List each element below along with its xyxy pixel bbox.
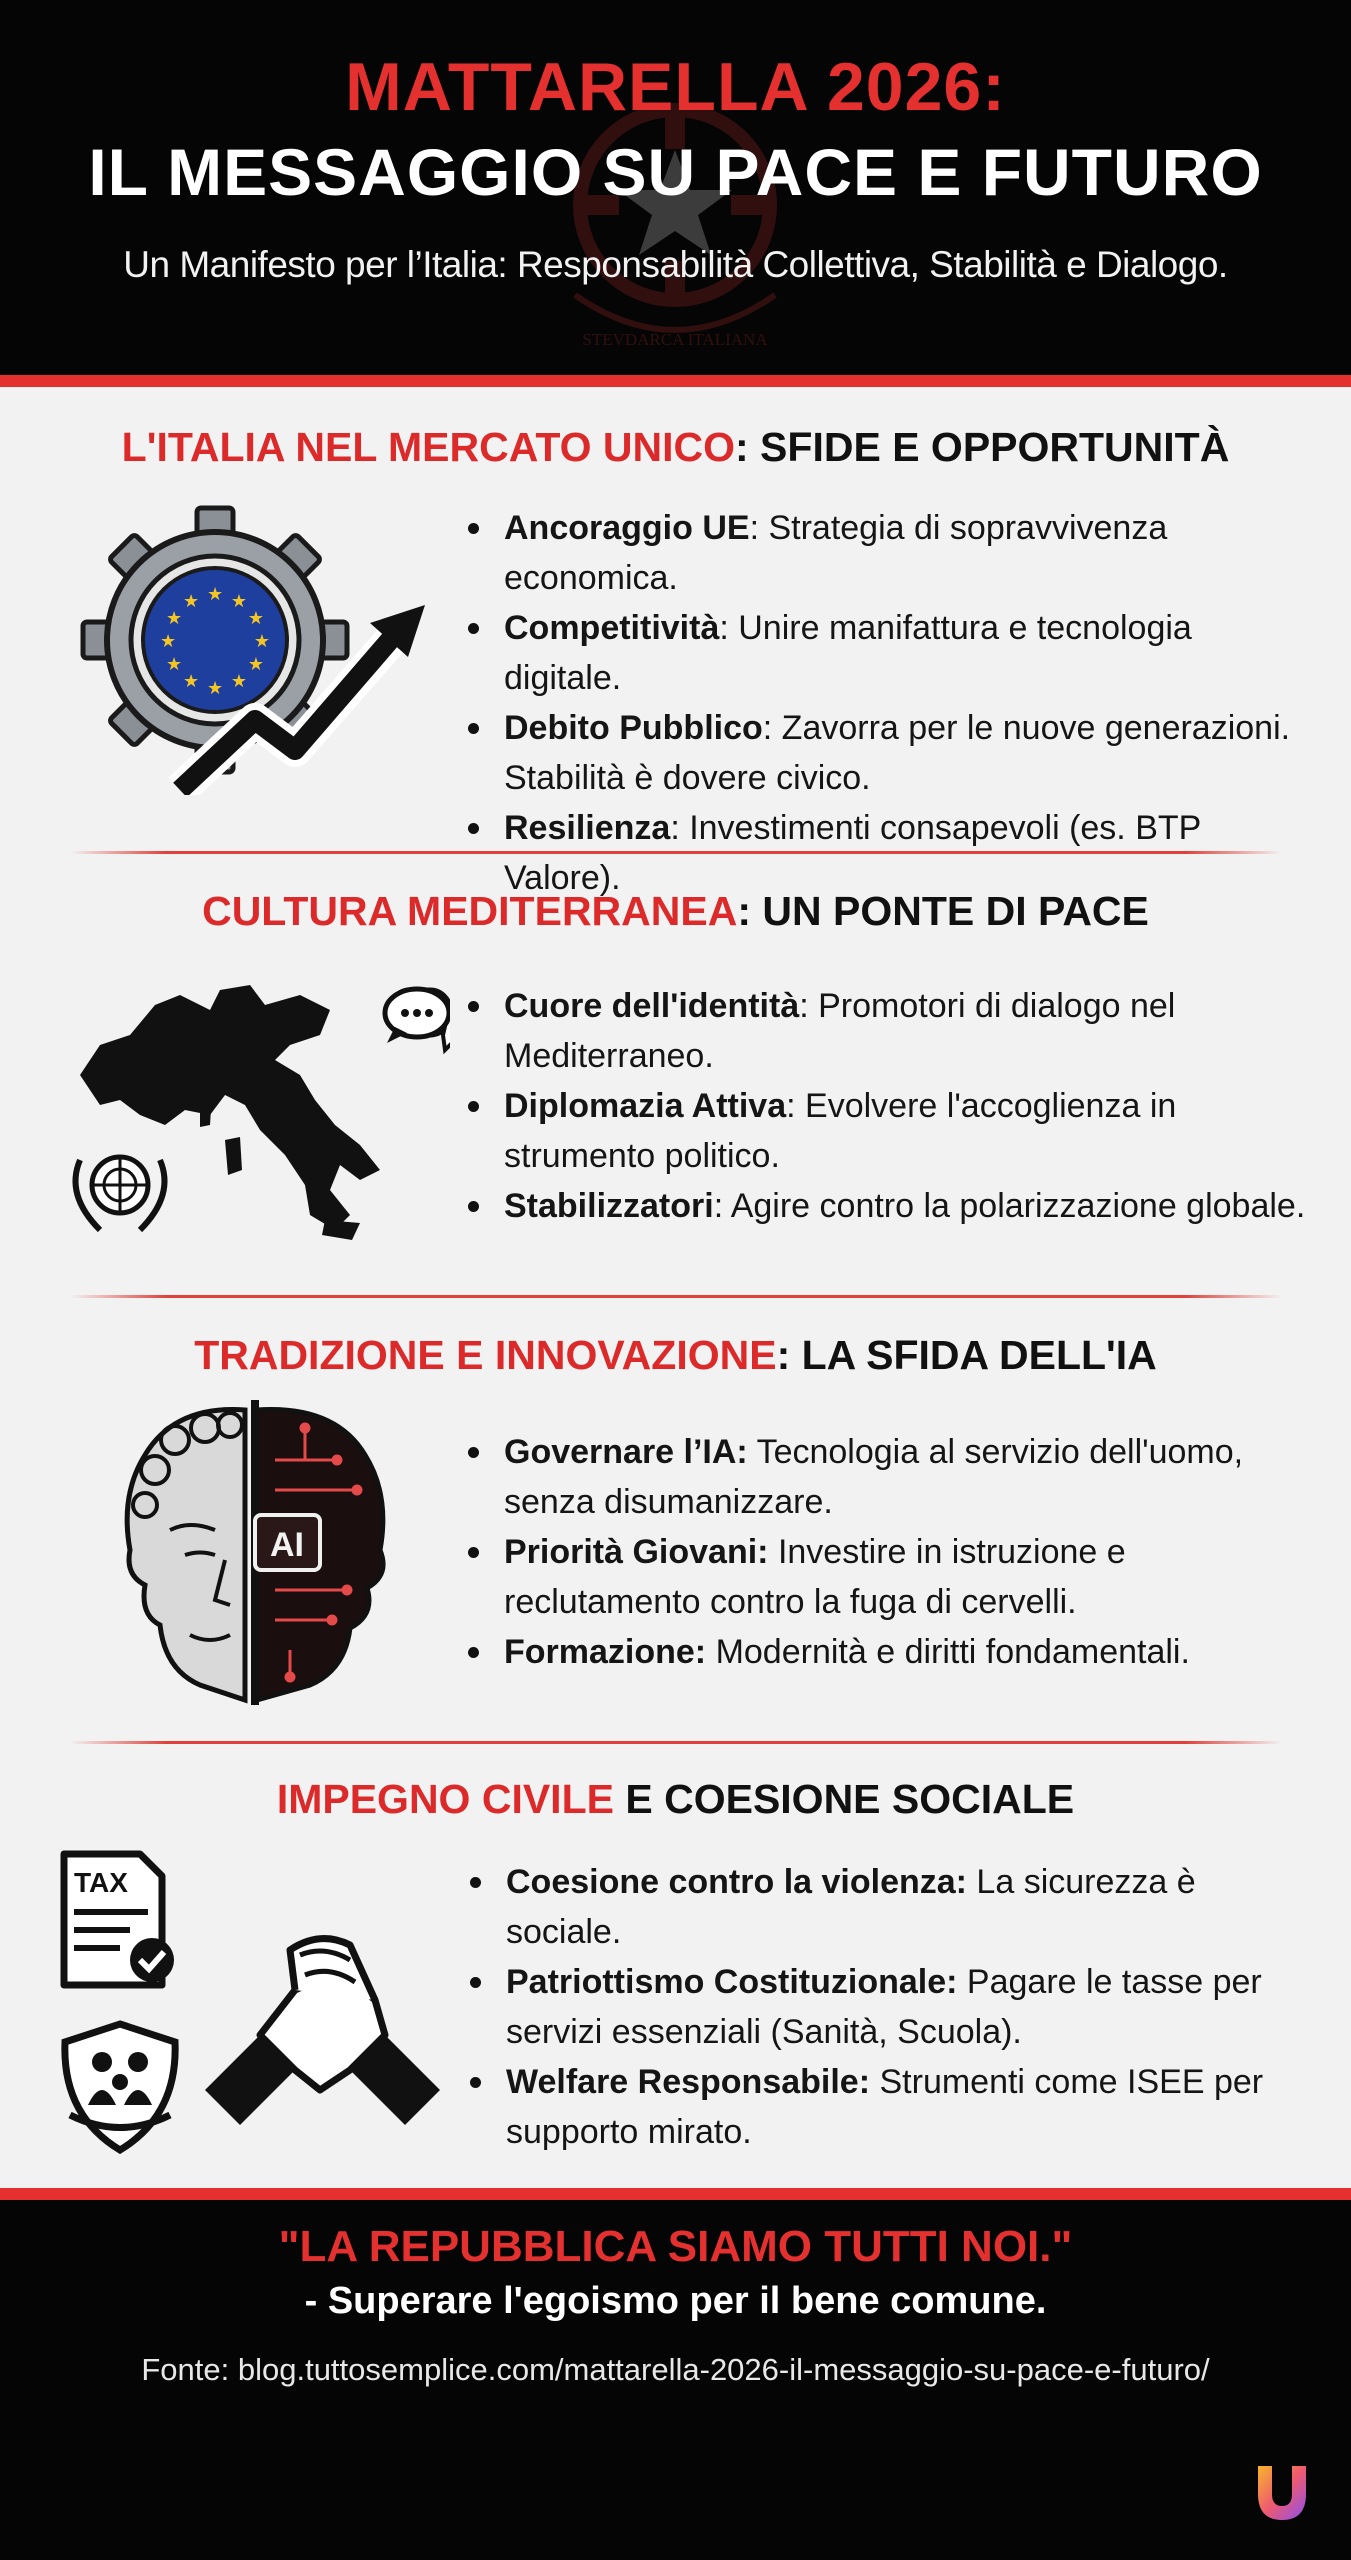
section-divider [70,1295,1282,1298]
subtitle: Un Manifesto per l’Italia: Responsabilità Collettiva, Stabilità e Dialogo. [123,244,1228,285]
list-item: Cuore dell'identità: Promotori di dialogo nel Mediterraneo. [464,981,1314,1081]
tax-handshake-family-icon [60,1850,445,2155]
svg-text:★: ★ [165,654,183,675]
list-item: Stabilizzatori: Agire contro la polarizzazione globale. [464,1181,1314,1231]
list-item: Coesione contro la violenza: La sicurezza è sociale. [466,1857,1316,1957]
family-shield-icon [65,2024,175,2150]
svg-text:★: ★ [253,631,271,652]
svg-text:★: ★ [247,654,265,675]
list-item: Diplomazia Attiva: Evolvere l'accoglienza in strumento politico. [464,1081,1314,1181]
footer-quote-subtitle: - Superare l'egoismo per il bene comune. [304,2280,1047,2322]
section-title-cultura-mediterranea: CULTURA MEDITERRANEA: UN PONTE DI PACE [202,888,1149,934]
svg-text:AI: AI [270,1526,304,1564]
svg-text:★: ★ [165,608,183,629]
section-divider [70,851,1282,854]
svg-text:★: ★ [230,671,248,692]
list-item: Debito Pubblico: Zavorra per le nuove generazioni. Stabilità è dovere civico. [464,703,1314,803]
europe-map-dialogue-icon [60,965,450,1255]
svg-text:★: ★ [182,671,200,692]
svg-text:★: ★ [230,591,248,612]
svg-text:TAX: TAX [74,1867,128,1898]
header-banner [0,0,1351,375]
list-item: Resilienza: Investimenti consapevoli (es. BTP Valore). [464,803,1314,903]
svg-text:★: ★ [182,591,200,612]
source-citation: Fonte: blog.tuttosemplice.com/mattarella-2026-il-messaggio-su-pace-e-futuro/ [141,2352,1210,2387]
title-line-2: IL MESSAGGIO SU PACE E FUTURO [88,135,1263,209]
statue-ai-head-icon [105,1400,405,1705]
list-item: Patriottismo Costituzionale: Pagare le tasse per servizi essenziali (Sanità, Scuola). [466,1957,1316,2057]
list-item: Priorità Giovani: Investire in istruzione e reclutamento contro la fuga di cervelli. [464,1527,1314,1627]
list-item: Welfare Responsabile: Strumenti come ISEE per supporto mirato. [466,2057,1316,2157]
eu-gear-growth-icon [70,505,430,795]
list-item: Ancoraggio UE: Strategia di sopravvivenza economica. [464,503,1314,603]
bullet-list-tradizione-innovazione [464,1427,1314,1677]
bullet-list-cultura-mediterranea [464,981,1314,1231]
section-title-mercato-unico: L'ITALIA NEL MERCATO UNICO: SFIDE E OPPORTUNITÀ [121,424,1230,470]
list-item: Competitività: Unire manifattura e tecnologia digitale. [464,603,1314,703]
footer-red-bar [0,2188,1351,2200]
svg-text:★: ★ [247,608,265,629]
section-title-tradizione-innovazione: TRADIZIONE E INNOVAZIONE: LA SFIDA DELL'IA [194,1332,1157,1378]
handshake-icon [205,1939,440,2125]
section-divider [70,1741,1282,1744]
title-line-1: MATTARELLA 2026: [345,49,1006,125]
header-red-bar [0,375,1351,387]
bullet-list-impegno-civile [466,1857,1316,2157]
brand-u-logo-icon [1250,2460,1314,2524]
svg-text:★: ★ [206,678,224,699]
svg-text:★: ★ [206,584,224,605]
tax-document-icon [64,1854,174,1985]
svg-text:STEVDARCA ITALIANA: STEVDARCA ITALIANA [582,330,768,349]
bullet-list-mercato-unico [464,503,1314,903]
list-item: Formazione: Modernità e diritti fondamentali. [464,1627,1314,1677]
svg-text:★: ★ [159,631,177,652]
list-item: Governare l’IA: Tecnologia al servizio dell'uomo, senza disumanizzare. [464,1427,1314,1527]
section-title-impegno-civile: IMPEGNO CIVILE E COESIONE SOCIALE [276,1776,1075,1822]
footer-quote: "LA REPUBBLICA SIAMO TUTTI NOI." [278,2222,1073,2271]
